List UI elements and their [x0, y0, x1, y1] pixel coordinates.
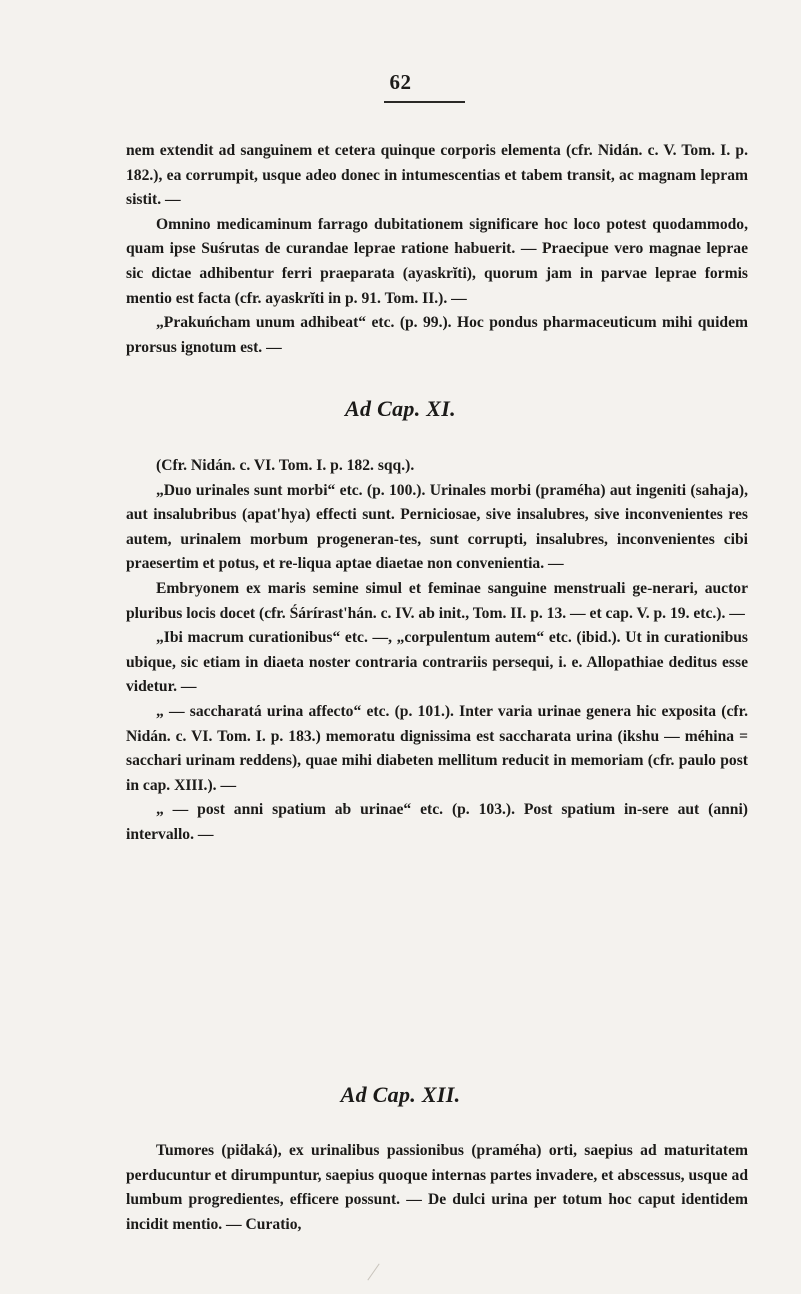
- paragraph: „ — saccharatá urina affecto“ etc. (p. 101.). Inter varia urinae genera hic exposita (cfr. Nidán. c. VI. Tom. I. p. 183.) memoratu dignissima est saccharata urina (ikshu — méhina = sacchari urinam reddens), quae mihi diabeten mellitum reducit in memoriam (cfr. paulo post in cap. XIII.). —: [126, 702, 748, 794]
- paragraph: Tumores (piḋaká), ex urinalibus passionibus (praméha) orti, saepius ad maturitatem perducuntur et dirumpuntur, saepius quoque internas partes invadere, et abscessus, usque ad lumbum progredientes, efficere possunt. — De dulci urina per totum hoc caput identidem incidit mentio. — Curatio,: [126, 1142, 748, 1233]
- page-number: 62: [389, 70, 412, 94]
- cap-xi-text-block: [126, 454, 748, 848]
- paragraph: Omnino medicaminum farrago dubitationem significare hoc loco potest quodammodo, quam ipse Suśrutas de curandae leprae ratione habuerit. — Praecipue vero magnae leprae sic dictae adhibentur ferri praeparata (ayaskrĭti), quorum jam in parvae leprae formis mentio est facta (cfr. ayaskrĭti in p. 91. Tom. II.). —: [126, 215, 748, 307]
- cap-xii-text-block: [126, 1139, 748, 1237]
- paragraph: „Ibi macrum curationibus“ etc. —, „corpulentum autem“ etc. (ibid.). Ut in curationibus ubique, sic etiam in diaeta noster contraria contrariis persequi, i. e. Allopathiae deditus esse videtur. —: [126, 629, 748, 696]
- paragraph: Embryonem ex maris semine simul et feminae sanguine menstruali ge-nerari, auctor pluribus locis docet (cfr. Śárírast'hán. c. IV. ab init., Tom. II. p. 13. — et cap. V. p. 19. etc.). —: [126, 579, 748, 622]
- paper-speck: [367, 1264, 379, 1281]
- paragraph: „Prakuńcham unum adhibeat“ etc. (p. 99.). Hoc pondus pharmaceuticum mihi quidem prorsus ignotum est. —: [126, 314, 748, 356]
- section-heading-cap-xi: Ad Cap. XI.: [345, 396, 456, 421]
- paragraph: „Duo urinales sunt morbi“ etc. (p. 100.). Urinales morbi (praméha) aut ingeniti (sahaja), aut insalubribus (apat'hya) effecti sunt. Perniciosae, sive insalubres, sive inconvenientes res autem, urinalem morbum progeneran-tes, sunt corrupti, insalubres, inconvenientes cibi praesertim et potus, et re-liqua aptae diaetae non convenientia. —: [126, 481, 748, 573]
- paragraph: nem extendit ad sanguinem et cetera quinque corporis elementa (cfr. Nidán. c. V. Tom. I. p. 182.), ea corrumpit, usque adeo donec in intumescentias et tabem transit, ac magnam lepram sistit. —: [126, 142, 748, 209]
- section-heading-cap-xii: Ad Cap. XII.: [340, 1082, 461, 1107]
- intro-text-block: [126, 139, 748, 360]
- paragraph: (Cfr. Nidán. c. VI. Tom. I. p. 182. sqq.).: [156, 457, 415, 474]
- header-rule: [384, 101, 465, 103]
- paragraph: „ — post anni spatium ab urinae“ etc. (p. 103.). Post spatium in-sere aut (anni) intervallo. —: [126, 801, 748, 843]
